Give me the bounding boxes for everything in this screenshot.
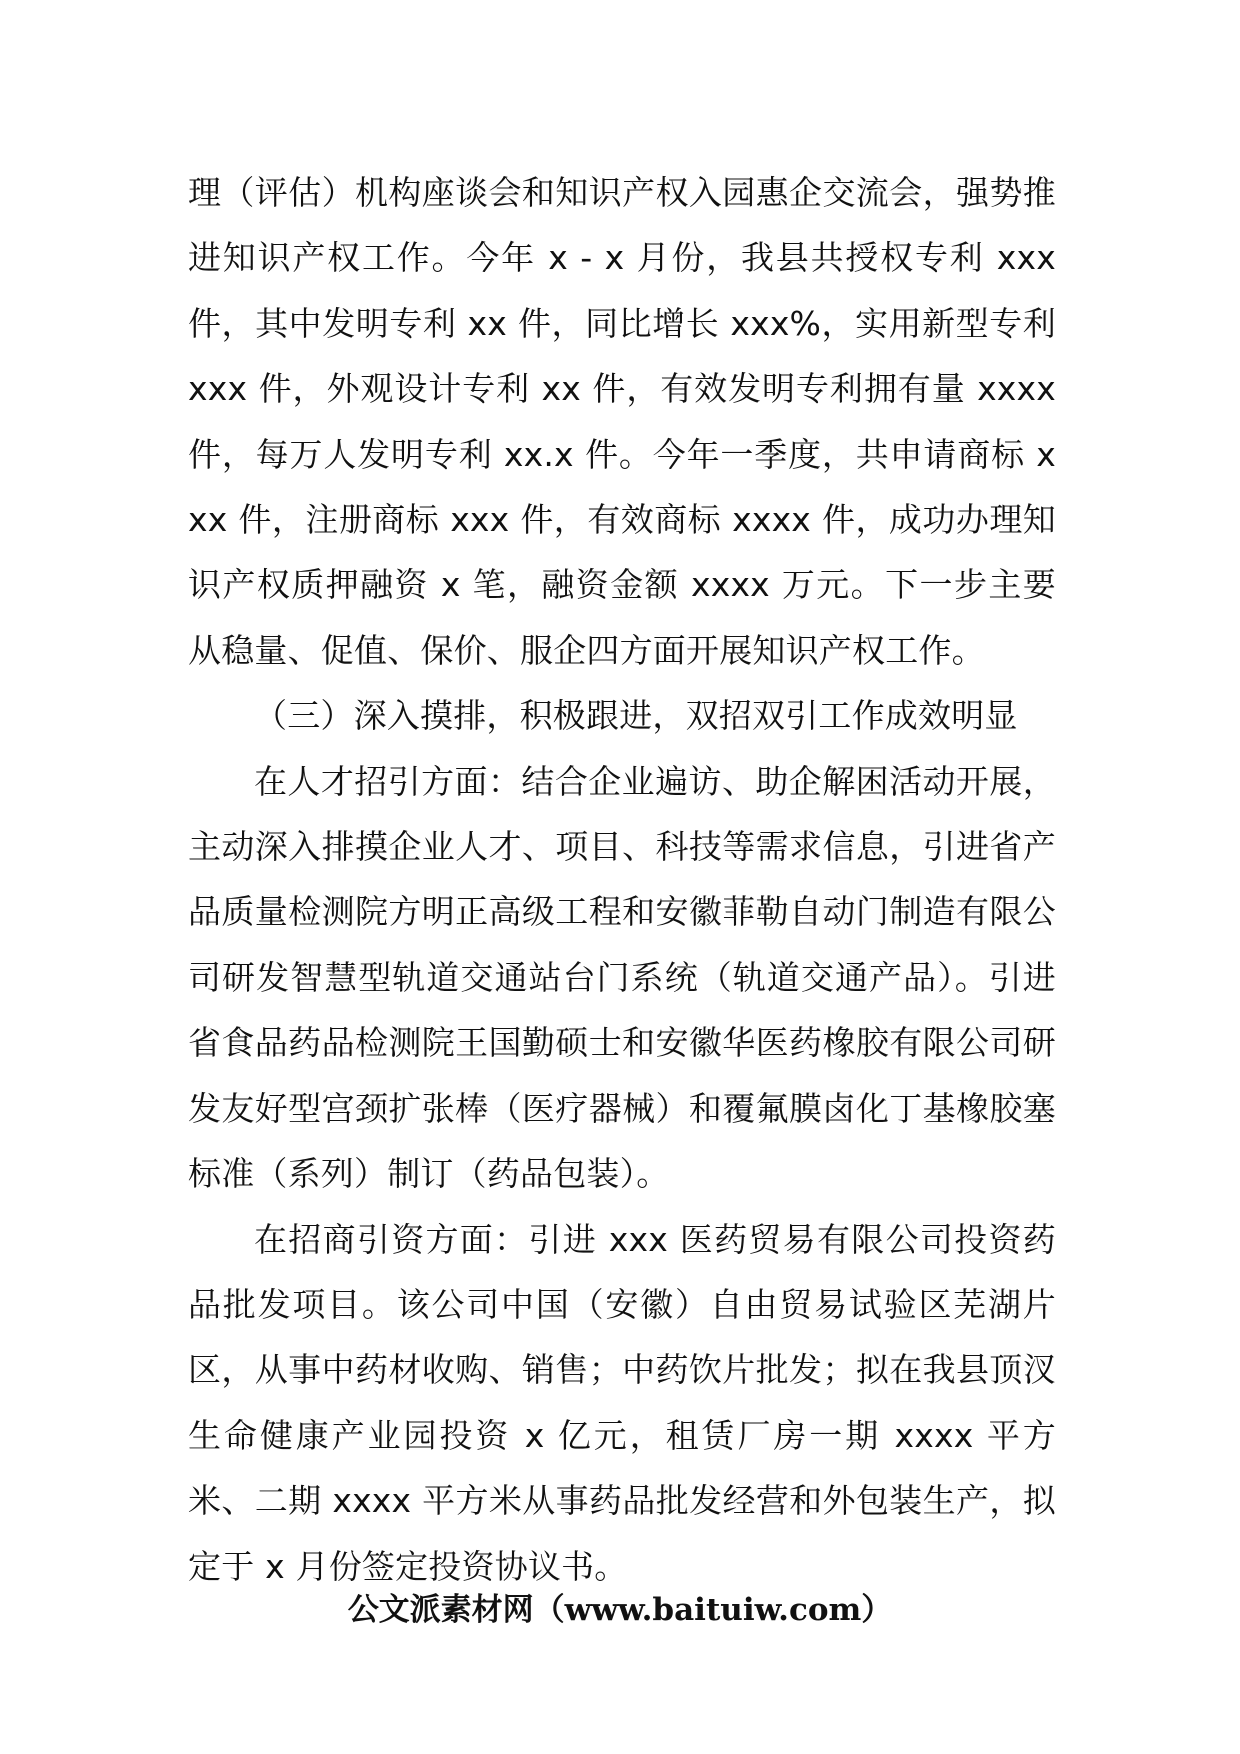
footer-watermark: 公文派素材网（www.baituiw.com）	[347, 1592, 893, 1628]
paragraph-intellectual-property: 理（评估）机构座谈会和知识产权入园惠企交流会，强势推进知识产权工作。今年 x - x 月份，我县共授权专利 xxx 件，其中发明专利 xx 件，同比增长 xxx%，实用新型专利 xxx 件，外观设计专利 xx 件，有效发明专利拥有量 xxxx 件，每万人发明专利 xx.x 件。今年一季度，共申请商标 xxx 件，注册商标 xxx 件，有效商标 xxxx 件，成功办理知识产权质押融资 x 笔，融资金额 xxxx 万元。下一步主要从稳量、促值、保价、服企四方面开展知识产权工作。	[188, 173, 1056, 670]
paragraph-investment-attraction: 在招商引资方面：引进 xxx 医药贸易有限公司投资药品批发项目。该公司中国（安徽）自由贸易试验区芜湖片区，从事中药材收购、销售；中药饮片批发；拟在我县顶汊生命健康产业园投资 x 亿元，租赁厂房一期 xxxx 平方米、二期 xxxx 平方米从事药品批发经营和外包装生产，拟定于 x 月份签定投资协议书。	[188, 1219, 1056, 1586]
document-body	[188, 160, 1056, 1599]
paragraph-talent-attraction: 在人才招引方面：结合企业遍访、助企解困活动开展，主动深入排摸企业人才、项目、科技等需求信息，引进省产品质量检测院方明正高级工程和安徽菲勒自动门制造有限公司研发智慧型轨道交通站台门系统（轨道交通产品）。引进省食品药品检测院王国勤硕士和安徽华医药橡胶有限公司研发友好型宫颈扩张棒（医疗器械）和覆氟膜卤化丁基橡胶塞标准（系列）制订（药品包装）。	[188, 761, 1056, 1194]
section-heading-three: （三）深入摸排，积极跟进，双招双引工作成效明显	[254, 696, 1018, 736]
